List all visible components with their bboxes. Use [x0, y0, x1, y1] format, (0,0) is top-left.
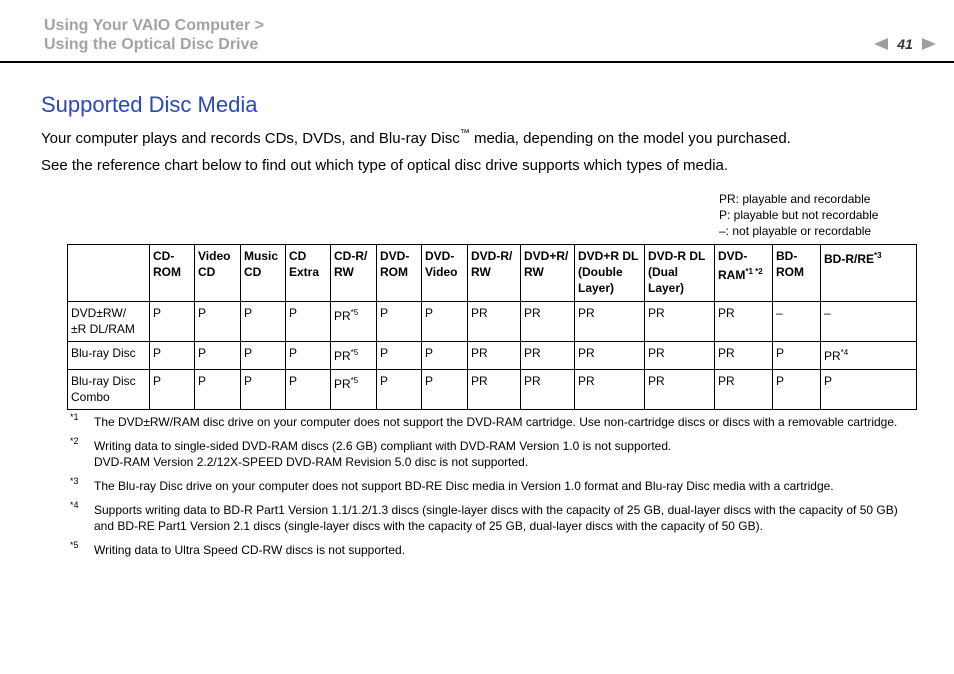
table-row	[68, 302, 917, 342]
table-cell: P	[286, 370, 331, 410]
table-cell: P	[241, 302, 286, 342]
table-cell: –	[821, 302, 917, 342]
column-header: CD-R/ RW	[331, 245, 377, 302]
table-cell: P	[241, 342, 286, 370]
column-header: BD- ROM	[773, 245, 821, 302]
breadcrumb-parent: Using Your VAIO Computer >	[44, 17, 265, 34]
row-header: Blu-ray Disc Combo	[68, 370, 150, 410]
table-cell: PR	[645, 370, 715, 410]
page-navigator	[874, 36, 936, 52]
header-divider	[0, 61, 954, 63]
table-cell: PR	[468, 302, 521, 342]
table-cell: –	[773, 302, 821, 342]
table-cell: P	[286, 342, 331, 370]
table-cell: PR$^{*4}$	[821, 342, 917, 370]
disc-media-table	[67, 244, 917, 410]
table-row	[68, 342, 917, 370]
previous-page-arrow-icon[interactable]	[874, 38, 888, 50]
page-number: 41	[897, 36, 913, 52]
column-header: DVD-R DL (Dual Layer)	[645, 245, 715, 302]
table-cell: PR	[645, 302, 715, 342]
table-cell: PR	[468, 370, 521, 410]
footnote-text: DVD-RAM Version 2.2/12X-SPEED DVD-RAM Revision 5.0 disc is not supported.	[94, 455, 529, 469]
legend-item: PR: playable and recordable	[719, 192, 871, 206]
footnote	[70, 542, 910, 558]
footnote	[70, 502, 910, 534]
footnote	[70, 438, 910, 470]
table-cell: PR	[715, 370, 773, 410]
column-header: DVD-R/ RW	[468, 245, 521, 302]
column-header: Video CD	[195, 245, 241, 302]
footnote-text: Writing data to single-sided DVD-RAM discs (2.6 GB) compliant with DVD-RAM Version 1.0 is not supported.	[94, 439, 672, 453]
table-row	[68, 370, 917, 410]
footnote-mark: *4	[70, 500, 79, 510]
table-cell: PR	[715, 342, 773, 370]
table-cell: P	[422, 342, 468, 370]
table-cell: PR	[575, 302, 645, 342]
table-cell: P	[821, 370, 917, 410]
table-cell: P	[150, 342, 195, 370]
row-header: Blu-ray Disc	[68, 342, 150, 370]
breadcrumb	[44, 16, 264, 54]
footnote-reference: *4	[840, 348, 849, 357]
next-page-arrow-icon[interactable]	[922, 38, 936, 50]
table-cell: P	[195, 302, 241, 342]
intro-line-1	[41, 130, 791, 150]
table-cell: PR	[575, 370, 645, 410]
footnotes	[70, 414, 910, 566]
table-cell: PR	[575, 342, 645, 370]
legend-item: –: not playable or recordable	[719, 224, 872, 238]
table-cell: P	[241, 370, 286, 410]
table-cell: P	[773, 342, 821, 370]
table-cell: P	[195, 370, 241, 410]
table-cell: PR	[521, 370, 575, 410]
footnote-mark: *1	[70, 412, 79, 422]
footnote-text: The DVD±RW/RAM disc drive on your computer does not support the DVD-RAM cartridge. Use non-cartridge discs or discs with a removable cartridge.	[94, 415, 898, 429]
table-cell: PR	[521, 342, 575, 370]
breadcrumb-current: Using the Optical Disc Drive	[44, 36, 259, 53]
table-cell: PR$^{*5}$	[331, 302, 377, 342]
footnote-reference: *1 *2	[745, 267, 763, 276]
footnote-text: Supports writing data to BD-R Part1 Version 1.1/1.2/1.3 discs (single-layer discs with the capacity of 25 GB, dual-layer discs with the capacity of 50 GB) and BD-RE Part1 Version 2.1 discs (single-layer discs with the capacity of 25 GB, dual-layer discs with the capacity of 50 GB).	[94, 503, 898, 533]
row-header: DVD±RW/ ±R DL/RAM	[68, 302, 150, 342]
column-header: BD-R/RE$^{*3}$	[821, 245, 917, 302]
column-header: DVD+R/ RW	[521, 245, 575, 302]
trademark-symbol: ™	[459, 128, 470, 139]
table-cell: P	[150, 370, 195, 410]
footnote	[70, 478, 910, 494]
footnote-reference: *5	[350, 376, 359, 385]
table-cell: PR	[468, 342, 521, 370]
table-cell: PR	[645, 342, 715, 370]
page-title: Supported Disc Media	[41, 92, 258, 117]
column-header: DVD+R DL (Double Layer)	[575, 245, 645, 302]
table-cell: P	[377, 342, 422, 370]
table-cell: PR$^{*5}$	[331, 342, 377, 370]
column-header: Music CD	[241, 245, 286, 302]
intro-line-2: See the reference chart below to find out which type of optical disc drive supports which types of media.	[41, 157, 729, 174]
footnote-reference: *3	[874, 251, 882, 260]
footnote-text: Writing data to Ultra Speed CD-RW discs is not supported.	[94, 543, 406, 557]
legend	[719, 191, 878, 239]
table-corner-cell	[68, 245, 150, 302]
column-header: CD Extra	[286, 245, 331, 302]
table-cell: P	[773, 370, 821, 410]
table-cell: PR$^{*5}$	[331, 370, 377, 410]
footnote	[70, 414, 910, 430]
column-header: DVD- $RAM^{*1 *2}$	[715, 245, 773, 302]
footnote-mark: *5	[70, 540, 79, 550]
table-cell: P	[195, 342, 241, 370]
table-cell: P	[422, 370, 468, 410]
column-header: CD- ROM	[150, 245, 195, 302]
column-header: DVD- ROM	[377, 245, 422, 302]
table-cell: P	[377, 302, 422, 342]
table-cell: PR	[715, 302, 773, 342]
table-cell: P	[377, 370, 422, 410]
table-cell: P	[150, 302, 195, 342]
footnote-text: The Blu-ray Disc drive on your computer does not support BD-RE Disc media in Version 1.0 format and Blu-ray Disc media with a cartridge.	[94, 479, 834, 493]
footnote-mark: *2	[70, 436, 79, 446]
legend-item: P: playable but not recordable	[719, 208, 879, 222]
footnote-reference: *5	[350, 308, 359, 317]
table-header-row	[68, 245, 917, 302]
intro-text-continued: media, depending on the model you purchased.	[469, 130, 791, 147]
footnote-mark: *3	[70, 476, 79, 486]
column-header: DVD- Video	[422, 245, 468, 302]
table-cell: PR	[521, 302, 575, 342]
intro-text: Your computer plays and records CDs, DVDs, and Blu-ray Disc	[41, 130, 460, 147]
table-cell: P	[422, 302, 468, 342]
table-cell: P	[286, 302, 331, 342]
footnote-reference: *5	[350, 348, 359, 357]
